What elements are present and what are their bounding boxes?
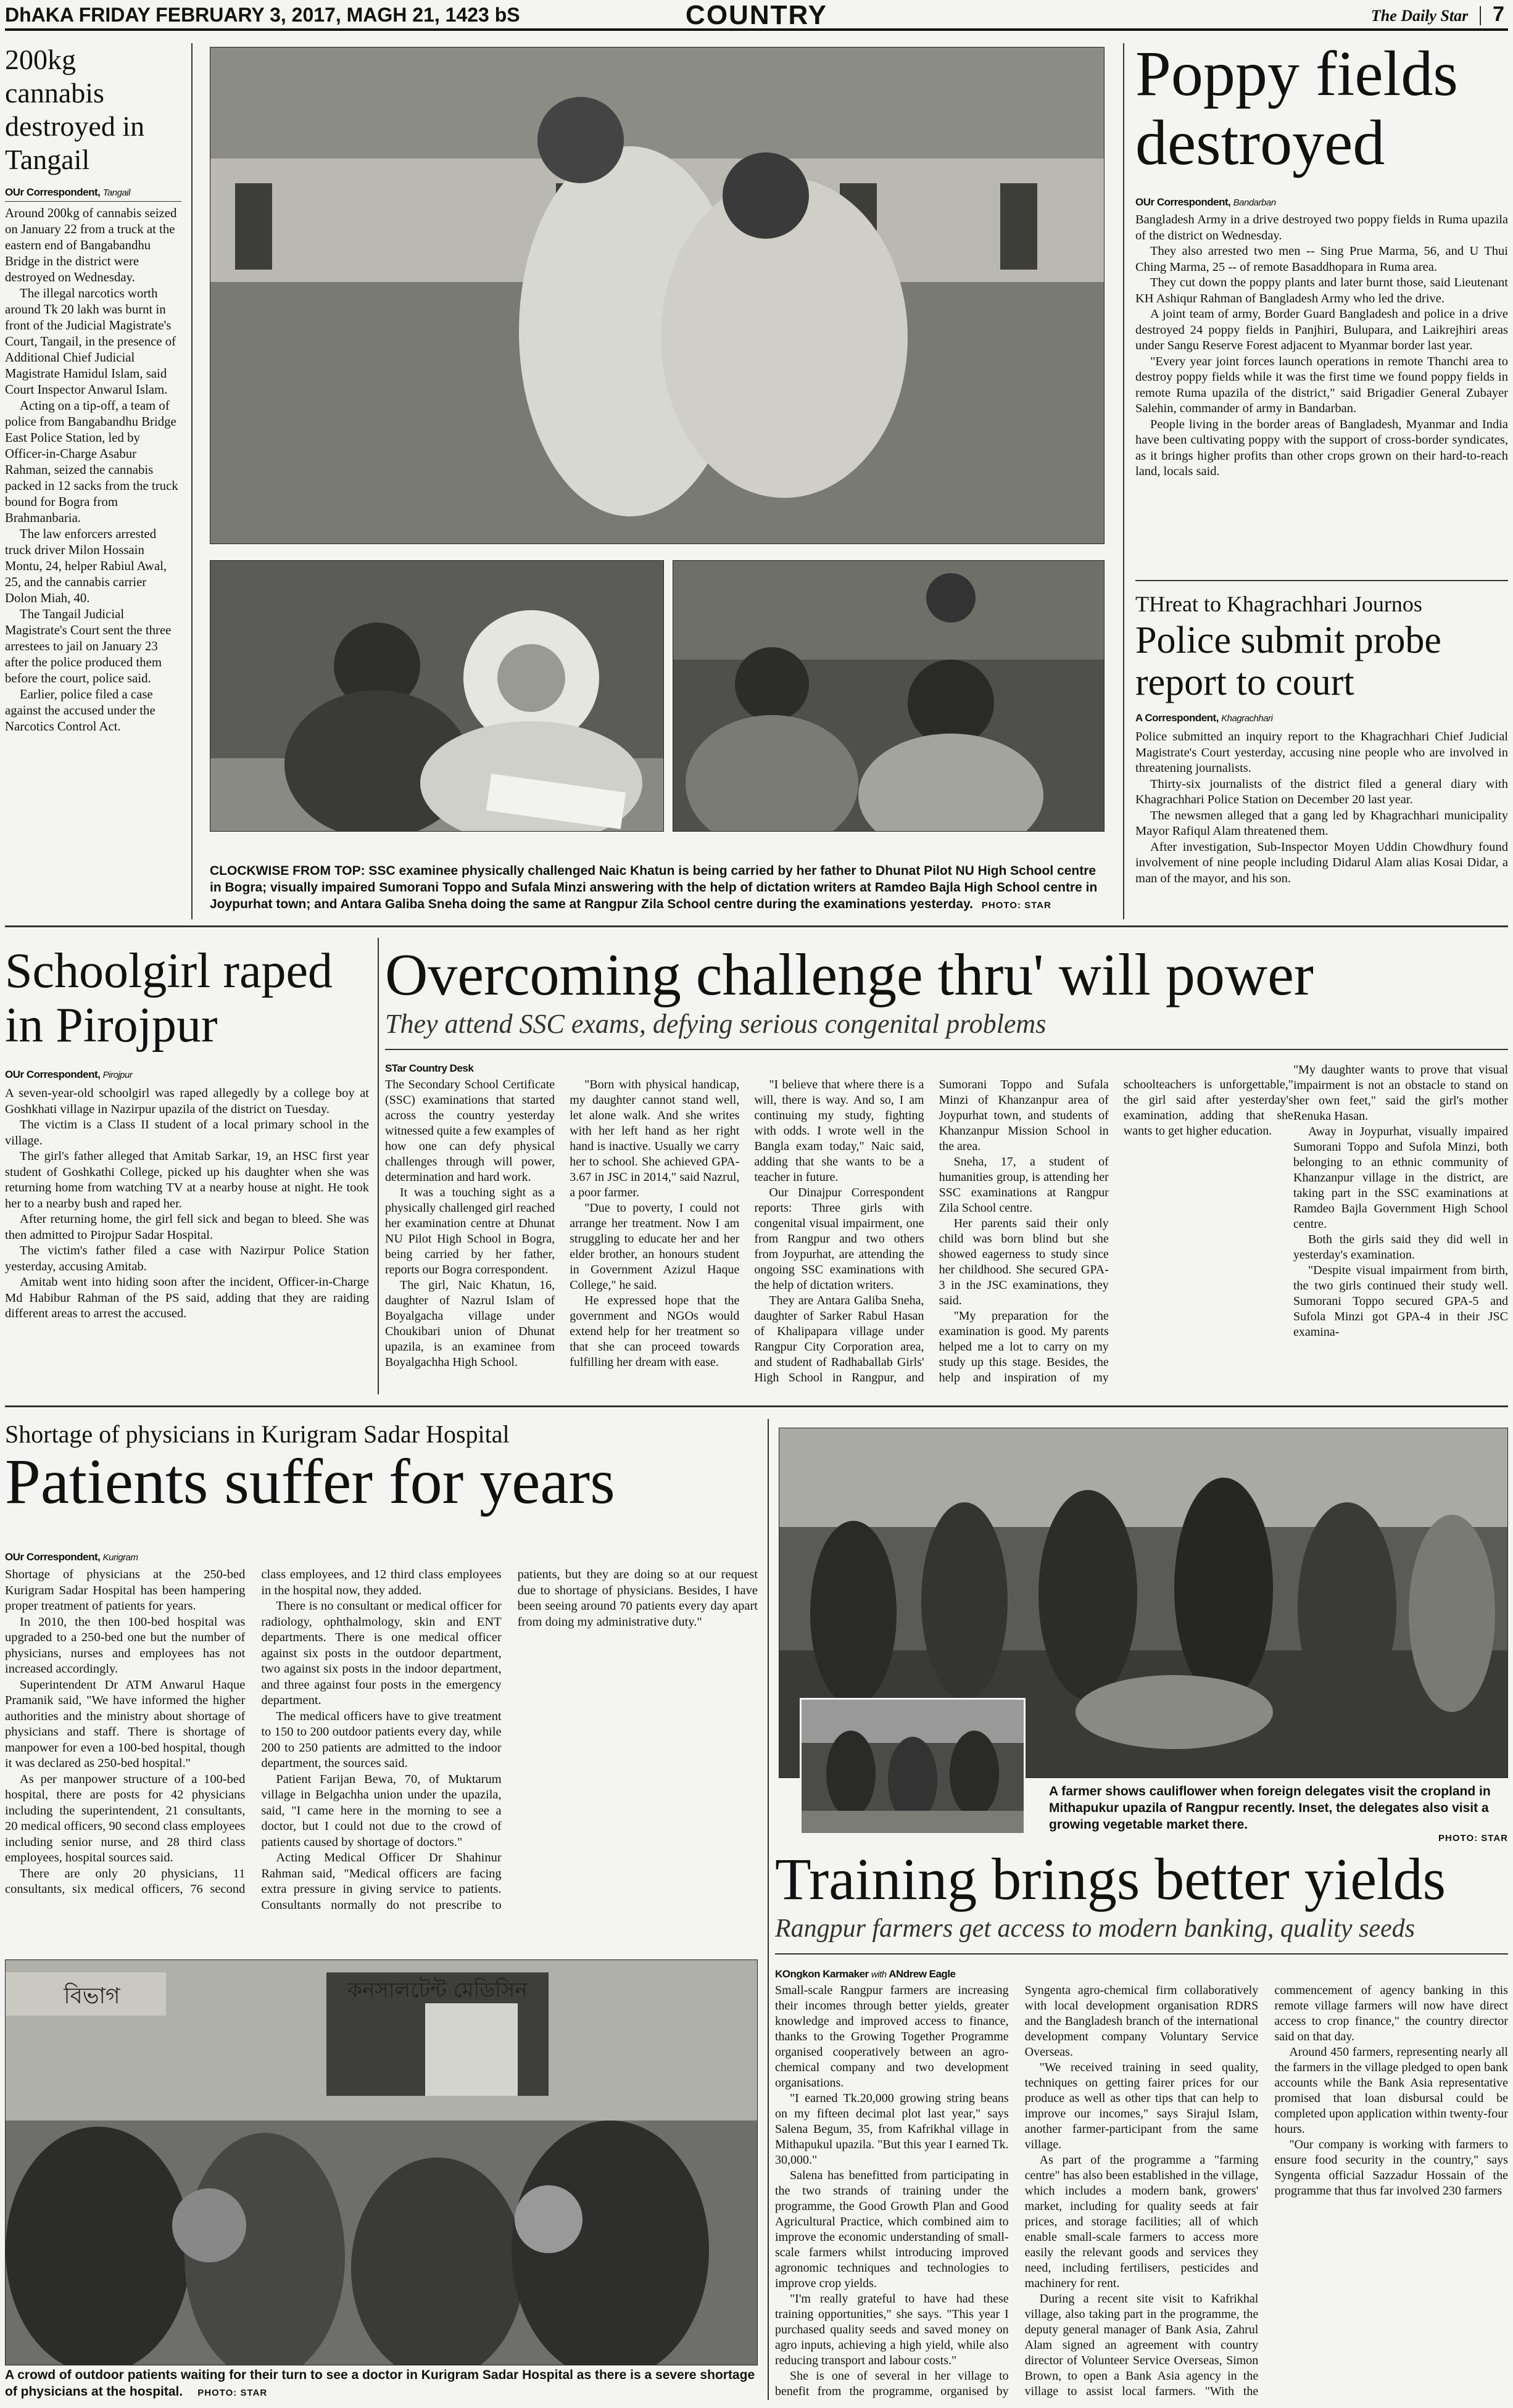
paragraph: The Secondary School Certificate (SSC) examinations that started across the country yesterday witnessed quite a few examples of how one can defy physical challenges through will power, determination and hard work. — [385, 1078, 555, 1184]
byline-name: OUr Correspondent, — [5, 1551, 101, 1563]
article-cannabis — [5, 43, 181, 919]
caption-text: CLOCKWISE FROM TOP: SSC examinee physically challenged Naic Khatun is being carried by her father to Dhunat Pilot NU High School centre in Bogra; visually impaired Sumorani Toppo and Sufala Minzi answering with the help of dictation writers at Ramdeo Bajla High School centre in Joypurhat town; and Antara Galiba Sneha doing the same at Rangpur Zila School centre during the examinations yesterday. — [210, 864, 1098, 911]
byline-name: OUr Correspondent, — [5, 1069, 101, 1080]
paragraph: There are only 20 physicians, 11 consultants, six medical officers, 76 second class employees, and 12 third class employees in the hospital now, they added. — [5, 1568, 502, 1896]
photo-image — [6, 1960, 758, 2365]
paragraph: "My preparation for the examination is good. My parents helped me a lot to carry on my study up this stage. Besides, the help and inspiration of my schoolteachers is unforgettable," the girl said after yesterday's examination, adding that she wants to get higher education. — [939, 1078, 1293, 1384]
headline: Training brings better yields — [775, 1846, 1446, 1912]
paragraph: Earlier, police filed a case against the accused under the Narcotics Control Act. — [5, 687, 155, 734]
dateline: DhAKA FRIDAY FEBRUARY 3, 2017, MAGH 21, 1423 bS — [5, 4, 520, 26]
article-probe — [1135, 591, 1508, 887]
byline — [1135, 712, 1508, 724]
paragraph: "I earned Tk.20,000 growing string beans on my fifteen decimal plot last year," says Salena Begum, 35, from Kafrikhal village in Mithapukul upazila. "But this year I earned Tk. 30,000." — [775, 2091, 1009, 2167]
hospital-sign-text: বিভাগ — [64, 1984, 120, 2009]
article-patients — [5, 1421, 758, 1516]
paragraph: Small-scale Rangpur farmers are increasing their incomes through better yields, greater knowledge and improved access to finance, thanks to the Growing Together Programme organised cooperatively between an agro-chemical company and two development organisations. — [775, 1984, 1009, 2090]
page-header — [5, 0, 1508, 31]
article-body — [385, 1077, 1293, 1398]
paragraph: "Due to poverty, I could not arrange her treatment. Now I am struggling to educate her and her elder brother, an honours student in Government Azizul Haque College," he said. — [570, 1201, 740, 1292]
photo-credit: PHOTO: STAR — [981, 900, 1051, 911]
paragraph: She is one of several in her village to benefit from the programme, organised by Syngenta agro-chemical firm collaboratively with local development organisation RDRS and the Bangladesh branch of the international development company Voluntary Service Overseas. — [775, 1984, 1259, 2398]
caption-text: A farmer shows cauliflower when foreign delegates visit the cropland in Mithapukur upazila of Rangpur recently. Inset, the delegates also visit a growing vegetable market there. — [1049, 1784, 1491, 1832]
article-body — [1135, 729, 1508, 887]
paragraph: Around 450 farmers, representing nearly all the farmers in the village pledged to open bank accounts while the Bank Asia representative promised that loan disbursal could be completed upon application within twenty-four hours. — [1274, 2045, 1508, 2136]
cauliflower-caption — [1049, 1783, 1508, 1843]
photo-image — [210, 48, 1105, 544]
paragraph: Around 200kg of cannabis seized on January 22 from a truck at the eastern end of Bangabandhu Bridge in the district were destroyed on Wednesday. — [5, 206, 177, 284]
paragraph: They are Antara Galiba Sneha, daughter of Sarker Rabul Hasan of Khalipapara village under Rangpur City Corporation area, and student of Radhaballab Girls' High School in Rangpur, and Sumorani Toppo and Sufala Minzi of Khanzanpur area of Joypurhat town, and students of Khanzanpur Mission School in the area. — [754, 1078, 1109, 1384]
article-body — [1135, 212, 1508, 480]
byline-place: Kurigram — [102, 1552, 138, 1563]
hospital-photo-caption — [5, 2367, 758, 2400]
paragraph: The medical officers have to give treatment to 150 to 200 outdoor patients every day, while 200 to 250 patients are admitted to the indoor department, the sources said. — [261, 1709, 502, 1770]
paragraph: Shortage of physicians at the 250-bed Kurigram Sadar Hospital has been hampering proper treatment of patients for years. — [5, 1568, 246, 1613]
paragraph: Patient Farijan Bewa, 70, of Muktarum village in Belgachha union under the upazila, said, "I came here in the morning to see a doctor, but I could not due to the crowd of patients caused by shortage of doctors." — [261, 1772, 502, 1849]
paragraph: Both the girls said they did well in yesterday's examination. — [1293, 1233, 1508, 1262]
headline: Schoolgirl raped in Pirojpur — [5, 944, 333, 1053]
paragraph: He expressed hope that the government and NGOs would extend help for her treatment so that she can proceed towards fulfilling her dream with ease. — [570, 1294, 740, 1369]
byline-place: Pirojpur — [102, 1070, 133, 1080]
byline: STar Country Desk — [385, 1062, 474, 1074]
column-rule — [191, 43, 193, 919]
headline: Overcoming challenge thru' will power — [385, 941, 1314, 1007]
headline: 200kg cannabis destroyed in Tangail — [5, 44, 145, 175]
paragraph: "Our company is working with farmers to ensure food security in the country," says Syngenta official Sazzadur Hossain of the programme that thus far involved 230 farmers — [1274, 2138, 1508, 2198]
paper-name: The Daily Star — [1370, 7, 1469, 25]
byline-author2: ANdrew Eagle — [889, 1968, 956, 1980]
photo-vegetable-market-inset — [800, 1698, 1026, 1835]
paragraph: The victim's father filed a case with Nazirpur Police Station yesterday, accusing Amitab. — [5, 1244, 369, 1273]
article-body — [1293, 1062, 1508, 1340]
paragraph: The girl, Naic Khatun, 16, daughter of Nazrul Islam of Boyalgacha village under Choukibari union of Dhunat upazila, is an examinee from Boyalgachha High School. — [385, 1278, 555, 1369]
byline-with: with — [871, 1969, 887, 1980]
byline-place: Bandarban — [1233, 197, 1276, 208]
paragraph: After returning home, the girl fell sick and began to bleed. She was then admitted to Pirojpur Sadar Hospital. — [5, 1212, 369, 1242]
ssc-photo-caption — [210, 863, 1105, 912]
article-training — [775, 1847, 1508, 1955]
photo-antara-sneha — [673, 560, 1105, 832]
paragraph: It was a touching sight as a physically challenged girl reached her examination centre at Dhunat NU Pilot High School in Bogra, being carried by her father, reports our Bogra correspondent. — [385, 1186, 555, 1276]
paragraph: In 2010, the then 100-bed hospital was upgraded to a 250-bed one but the number of physicians, nurses and employees has not increased accordingly. — [5, 1615, 246, 1676]
headline: Patients suffer for years — [5, 1446, 615, 1517]
paragraph: Acting Medical Officer Dr Shahinur Rahman said, "Medical officers are facing extra pressure in giving service to patients. Consultants normally do not prescribe to patients, but they are doing so at our request due to shortage of physicians. Besides, I have been seeing around 70 patients every day apart from doing my administrative duty." — [261, 1568, 758, 1912]
paragraph: Sneha, 17, a student of humanities group, is attending her SSC examinations at Rangpur Zila School centre. — [939, 1155, 1109, 1215]
photo-hospital-crowd — [5, 1959, 758, 2365]
paragraph: A joint team of army, Border Guard Bangladesh and police in a drive destroyed 24 poppy fields in Panjhiri, Bulupara, and Laikrejhiri areas under Sangu Reserve Forest adjacent to Myanmar border last year. — [1135, 307, 1508, 352]
paragraph: Amitab went into hiding soon after the incident, Officer-in-Charge Md Habibur Rahman of the PS said, adding that they are raiding different areas to arrest the accused. — [5, 1275, 369, 1320]
paragraph: Thirty-six journalists of the district filed a general diary with Khagrachhari Police Station on December 20 last year. — [1135, 777, 1508, 806]
photo-image — [673, 561, 1105, 832]
paragraph: Bangladesh Army in a drive destroyed two poppy fields in Ruma upazila of the district on Wednesday. — [1135, 213, 1508, 242]
byline — [775, 1968, 1508, 1980]
paragraph: Police submitted an inquiry report to the Khagrachhari Chief Judicial Magistrate's Court yesterday, accusing nine people who are involved in threatening journalists. — [1135, 730, 1508, 775]
article-body — [5, 1086, 369, 1322]
paragraph: Salena has benefitted from participating in the two strands of training under the programme, the Good Growth Plan and Good Agricultural Practice, which combined aim to improve the economic understanding of small-scale farmers whilst introducing improved agronomic techniques and technologies to improve crop yields. — [775, 2169, 1009, 2290]
section-rule — [5, 925, 1508, 927]
paragraph: Away in Joypurhat, visually impaired Sumorani Toppo and Sufola Minzi, both belonging to an ethnic community of Khanzanpur village in the district, are taking part in the SSC examinations at Ramdeo Bajla Government High School centre. — [1293, 1125, 1508, 1231]
article-poppy — [1135, 39, 1508, 480]
byline-name: A Correspondent, — [1135, 712, 1219, 724]
paragraph: The newsmen alleged that a gang led by Khagrachhari municipality Mayor Rafiqul Alam threatened them. — [1135, 808, 1508, 838]
paragraph: "Every year joint forces launch operations in remote Thanchi area to destroy poppy fields while it was the first time we found poppy fields in remote Ruma upazila of the district," said Brigadier General Zubayer Salehin, commander of army in Bandarban. — [1135, 354, 1508, 415]
paragraph: They cut down the poppy plants and later burnt those, said Lieutenant KH Ashiqur Rahman of Bangladesh Army who led the drive. — [1135, 276, 1508, 305]
photo-naic-khatun — [210, 47, 1105, 544]
byline-place: Tangail — [102, 188, 130, 198]
photo-sumorani-sufala — [210, 560, 664, 832]
paragraph: "Born with physical handicap, my daughter cannot stand well, let alone walk. And she writes with her left hand as her right hand is inactive. Usually we carry her to school. She achieved GPA-3.67 in JSC in 2014," said Nazrul, a poor farmer. — [570, 1078, 740, 1199]
consultant-sign-text: কনসালটেন্ট মেডিসিন — [347, 1978, 528, 2003]
paragraph: The girl's father alleged that Amitab Sarkar, 19, an HSC first year student of Goshkathi College, picked up his daughter when she was returning home from watching TV at a nearby house at night. He took her to a nearby bush and raped her. — [5, 1149, 369, 1210]
article-body — [5, 205, 181, 735]
deck: They attend SSC exams, defying serious congenital problems — [385, 1009, 1047, 1039]
paragraph: There is no consultant or medical officer for radiology, ophthalmology, skin and ENT departments. There is one medical officer against six posts in the outdoor department, two against six posts in the indoor department, and three against four posts in the emergency department. — [261, 1599, 502, 1707]
paragraph: "My daughter wants to prove that visual impairment is not an obstacle to stand on her own feet," said the girl's mother Renuka Hasan. — [1293, 1063, 1508, 1123]
kicker: Shortage of physicians in Kurigram Sadar Hospital — [5, 1420, 510, 1448]
paragraph: A seven-year-old schoolgirl was raped allegedly by a college boy at Goshkhati village in Nazirpur upazila of the district on Tuesday. — [5, 1086, 369, 1116]
paragraph: "I believe that where there is a will, there is way. And so, I am continuing my study, fighting with odds. I wrote well in the Bangla exam today," Naic said, adding that she wants to be a teacher in future. — [754, 1078, 924, 1184]
column-rule — [1123, 43, 1124, 919]
article-body — [5, 1567, 758, 1925]
paragraph: The illegal narcotics worth around Tk 20 lakh was burnt in front of the Judicial Magistrate's Court, Tangail, in the presence of Additional Chief Judicial Magistrate Hamidul Islam, said Court Inspector Anwarul Islam. — [5, 286, 176, 397]
paragraph: People living in the border areas of Bangladesh, Myanmar and India have been cultivating poppy with the support of cross-border syndicates, as it brings higher profits than other crops grown on their hard-to-reach land, locals said. — [1135, 417, 1508, 478]
paragraph: They also arrested two men -- Sing Prue Marma, 56, and U Thui Ching Marma, 25 -- of remote Basaddhopara in Ruma area. — [1135, 244, 1508, 274]
caption-text: A crowd of outdoor patients waiting for their turn to see a doctor in Kurigram Sadar Hospital as there is a severe shortage of physicians at the hospital. — [5, 2368, 755, 2399]
section-title: COUNTRY — [686, 0, 827, 30]
byline-name: OUr Correspondent, — [1135, 196, 1231, 208]
column-rule — [768, 1419, 769, 2400]
paragraph: The law enforcers arrested truck driver Milon Hossain Montu, 24, helper Rabiul Awal, 25, and the cannabis carrier Dolon Miah, 40. — [5, 527, 167, 605]
section-rule — [5, 1405, 1508, 1407]
deck: Rangpur farmers get access to modern banking, quality seeds — [775, 1914, 1416, 1943]
willpower-body — [385, 1062, 1293, 1396]
article-body — [775, 1983, 1508, 2400]
patients-body — [5, 1551, 758, 1921]
paragraph: Acting on a tip-off, a team of police from Bangabandhu Bridge East Police Station, led by Officer-in-Charge Asabur Rahman, seized the cannabis packed in 12 sacks from the truck bound for Bogra from Brahmanbaria. — [5, 399, 178, 525]
paragraph: "We received training in seed quality, techniques on getting fairer prices for our produce as well as other tips that can help to improve our incomes," says Sirajul Islam, another farmer-participant from the same village. — [1024, 2061, 1259, 2151]
willpower-body-last — [1293, 1062, 1508, 1396]
paragraph: "I'm really grateful to have had these training opportunities," she says. "This year I purchased quality seeds and saved money on agro inputs, achieving a high yield, while also reducing transport and labour costs." — [775, 2292, 1009, 2367]
paragraph: After investigation, Sub-Inspector Moyen Uddin Chowdhury found involvement of nine people including Didarul Alam alias Kosai Didar, a man of the mayor, and his son. — [1135, 840, 1508, 885]
paragraph: Superintendent Dr ATM Anwarul Haque Pramanik said, "We have informed the higher authorities and the ministry about shortage of physicians and staff. There is shortage of manpower for even a 100-bed hospital, though it was declared as 250-bed hospital." — [5, 1678, 246, 1770]
paragraph: Our Dinajpur Correspondent reports: Three girls with congenital visual impairment, one from Rangpur and two others from Joypurhat, are attending the ongoing SSC examinations with the help of dictation writers. — [754, 1186, 924, 1292]
paragraph: "Despite visual impairment from birth, the two girls continued their study well. Sumorani Toppo secured GPA-5 and Sufola Minzi got GPA-4 in their JSC examina- — [1293, 1264, 1508, 1339]
section-rule — [1135, 580, 1508, 581]
headline: Poppy fields destroyed — [1135, 38, 1458, 178]
article-willpower — [385, 941, 1508, 1050]
column-rule — [378, 938, 379, 1394]
training-body — [775, 1968, 1508, 2402]
photo-credit: PHOTO: STAR — [1438, 1833, 1508, 1843]
byline — [5, 186, 181, 202]
kicker: THreat to Khagrachhari Journos — [1135, 592, 1422, 616]
paragraph: As part of the programme a "farming centre" has also been established in the village, which includes a modern bank, growers' market, including for quality seeds at fair prices, and storage facilities; all of which enable small-scale farmers to access more easily the relevant goods and services they need, including fertilisers, pesticides and machinery for rent. — [1024, 2153, 1259, 2290]
headline: Police submit probe report to court — [1135, 619, 1441, 703]
article-schoolgirl — [5, 944, 369, 1322]
photo-image — [210, 561, 664, 832]
photo-image — [802, 1700, 1024, 1833]
byline-author1: KOngkon Karmaker — [775, 1968, 869, 1980]
masthead-page: The Daily Star | 7 — [1370, 2, 1504, 26]
paragraph: The victim is a Class II student of a local primary school in the village. — [5, 1118, 369, 1148]
paragraph: Her parents said their only child was born blind but she showed eagerness to study since her childhood. She secured GPA-3 in the JSC examinations, they said. — [939, 1217, 1109, 1307]
page-number: 7 — [1493, 2, 1504, 26]
byline — [5, 1551, 758, 1563]
byline — [1135, 196, 1508, 209]
paragraph: The Tangail Judicial Magistrate's Court sent the three arrestees to jail on January 23 after the police produced them before the court, police said. — [5, 607, 172, 685]
paragraph: During a recent site visit to Kafrikhal village, also taking part in the programme, the deputy general manager of Bank Asia, Zahrul Alam signed an agreement with country director of Volunteer Service Overseas, Simon Brown, to open a Bank Asia agency in the village to assist local farmers. "With the commencement of agency banking in this remote village farmers will now have direct access to crop finance," the country director said on that day. — [1024, 1984, 1508, 2398]
byline-name: OUr Correspondent, — [5, 186, 101, 198]
paragraph: As per manpower structure of a 100-bed hospital, there are posts for 42 physicians including the superintendent, 21 consultants, 20 medical officers, 90 second class employees including senior nurse, and 28 third class employees, hospital sources said. — [5, 1772, 246, 1864]
byline-place: Khagrachhari — [1221, 713, 1273, 724]
photo-credit: PHOTO: STAR — [197, 2388, 268, 2398]
byline — [5, 1069, 369, 1081]
